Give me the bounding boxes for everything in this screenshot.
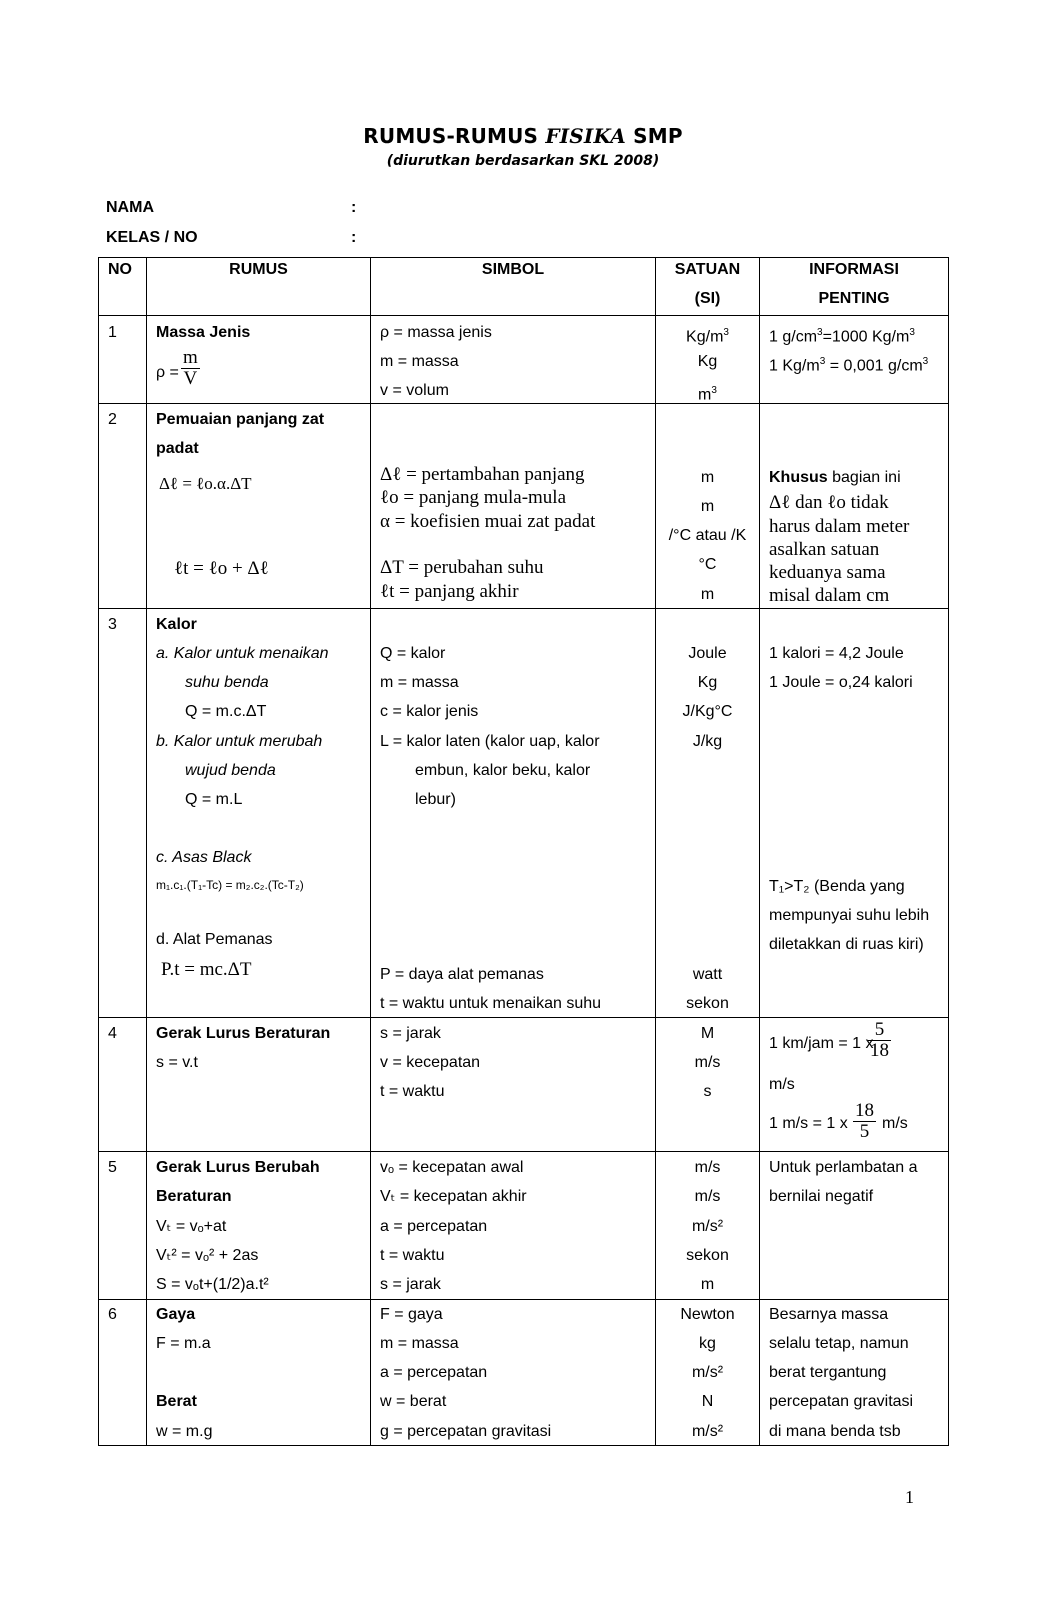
info-line: mempunyai suhu lebih (769, 907, 930, 924)
unit: m/s (694, 1159, 721, 1176)
unit: m/s (694, 1054, 721, 1071)
formula-title: Massa Jenis (156, 324, 251, 341)
info-line: 1 Joule = o,24 kalori (769, 674, 913, 691)
row-no: 4 (108, 1025, 117, 1042)
info-line: 1 $Kg/m^3 = 0,001$ $g/cm^3$ (769, 356, 929, 375)
symbol-line: m = massa (380, 353, 459, 370)
kelas-colon: : (351, 229, 357, 246)
subsection: c. Asas Black (156, 849, 252, 866)
info-line: misal dalam cm (769, 585, 890, 606)
symbol-line: ΔT = perubahan suhu (380, 557, 544, 578)
symbol-line: α = koefisien muai zat padat (380, 511, 596, 532)
unit: watt (692, 966, 723, 983)
rho-symbol: ρ = (156, 364, 179, 381)
density-fraction: $\frac{m}{V}$ (183, 347, 198, 389)
header-simbol: SIMBOL (481, 261, 545, 278)
unit: J/Kg°C (682, 703, 733, 720)
formula: w = m.g (156, 1423, 213, 1440)
subsection: a. Kalor untuk menaikan (156, 645, 329, 662)
symbol-line: lebur) (415, 791, 456, 808)
table-header (99, 258, 949, 316)
subsection: d. Alat Pemanas (156, 931, 273, 948)
unit: /°C atau /K (668, 527, 747, 544)
subsection: wujud benda (185, 762, 276, 779)
formula: ℓt = ℓo + Δℓ (174, 558, 269, 579)
header-penting: PENTING (818, 290, 890, 307)
symbol-line: ρ = massa jenis (380, 324, 492, 341)
info-line: diletakkan di ruas kiri) (769, 936, 924, 953)
nama-colon: : (351, 199, 357, 216)
row-no: 2 (108, 411, 117, 428)
symbol-line: ℓt = panjang akhir (380, 581, 519, 602)
unit: sekon (686, 995, 729, 1012)
symbol-line: g = percepatan gravitasi (380, 1423, 552, 1440)
formula: Vₜ² = vₒ² + 2as (156, 1247, 259, 1264)
table-row (99, 1152, 949, 1300)
info-line: di mana benda tsb (769, 1423, 901, 1440)
info-line: keduanya sama (769, 562, 886, 583)
formula-title: Beraturan (156, 1188, 232, 1205)
unit: Joule (688, 645, 727, 662)
info-line: harus dalam meter (769, 516, 910, 537)
unit: M (700, 1025, 715, 1042)
formula-title: padat (156, 440, 199, 457)
subsection: b. Kalor untuk merubah (156, 733, 323, 750)
formula-title: Pemuaian panjang zat (156, 411, 325, 428)
symbol-line: v = kecepatan (380, 1054, 481, 1071)
unit: J/kg (692, 733, 723, 750)
table-row (99, 404, 949, 609)
unit: m/s² (691, 1364, 724, 1381)
symbol-line: L = kalor laten (kalor uap, kalor (380, 733, 600, 750)
formula: S = vₒt+(1/2)a.t² (156, 1276, 269, 1293)
unit: N (701, 1393, 714, 1410)
unit: Kg (697, 353, 718, 370)
symbol-line: a = percepatan (380, 1364, 488, 1381)
formula-title: Berat (156, 1393, 197, 1410)
nama-label: NAMA (106, 199, 154, 216)
info-line: Untuk perlambatan a (769, 1159, 918, 1176)
kelas-label: KELAS / NO (106, 229, 198, 246)
info-line: berat tergantung (769, 1364, 887, 1381)
formula: s = v.t (156, 1054, 198, 1071)
symbol-line: s = jarak (380, 1025, 441, 1042)
page-title: RUMUS-RUMUS FISIKA SMP (363, 124, 683, 148)
unit: m/s² (691, 1423, 724, 1440)
table-row (99, 1300, 949, 1446)
symbol-line: t = waktu (380, 1247, 445, 1264)
formula-table (98, 257, 949, 1446)
info-line: Khusus bagian ini (769, 469, 901, 486)
conversion-fraction: $\frac{18}{5}$ (855, 1100, 874, 1142)
symbol-line: w = berat (380, 1393, 447, 1410)
symbol-line: t = waktu untuk menaikan suhu (380, 995, 602, 1012)
unit: m/s (694, 1188, 721, 1205)
symbol-line: m = massa (380, 1335, 459, 1352)
subsection: suhu benda (185, 674, 269, 691)
unit: $Kg/m^3$ (686, 327, 729, 346)
symbol-line: F = gaya (380, 1306, 443, 1323)
symbol-line: c = kalor jenis (380, 703, 479, 720)
info-line: Besarnya massa (769, 1306, 889, 1323)
header-informasi: INFORMASI (809, 261, 899, 278)
formula: Q = m.L (185, 791, 243, 808)
info-line: Δℓ dan ℓo tidak (769, 492, 889, 513)
conversion-fraction: $\frac{5}{18}$ (870, 1019, 889, 1061)
info-line: 1 $g/cm^3=1000$ $Kg/m^3$ (769, 327, 915, 346)
symbol-line: ℓo = panjang mula-mula (380, 487, 567, 508)
unit: Kg (697, 674, 718, 691)
info-line: T₁>T₂ (Benda yang (769, 878, 905, 895)
symbol-line: embun, kalor beku, kalor (415, 762, 591, 779)
info-line: percepatan gravitasi (769, 1393, 914, 1410)
info-line: asalkan satuan (769, 539, 880, 560)
header-satuan: SATUAN (674, 261, 741, 278)
unit: m (700, 586, 715, 603)
formula: Vₜ = vₒ+at (156, 1218, 227, 1235)
row-no: 3 (108, 616, 117, 633)
symbol-line: Δℓ = pertambahan panjang (380, 464, 585, 485)
symbol-line: v = volum (380, 382, 449, 399)
formula-title: Kalor (156, 616, 197, 633)
unit: m (700, 498, 715, 515)
unit: s (703, 1083, 712, 1100)
info-line: m/s (882, 1115, 908, 1132)
header-rumus: RUMUS (229, 261, 288, 278)
row-no: 5 (108, 1159, 117, 1176)
info-line: bernilai negatif (769, 1188, 874, 1205)
page-number: 1 (905, 1487, 914, 1507)
header-no: NO (108, 261, 132, 278)
table-row (99, 1018, 949, 1152)
unit: m/s² (691, 1218, 724, 1235)
info-line: 1 km/jam = 1 x (769, 1035, 874, 1052)
table-row (99, 316, 949, 404)
formula: m₁.c₁.(T₁-Tc) = m₂.c₂.(Tc-T₂) (156, 878, 304, 892)
unit: kg (699, 1335, 716, 1352)
unit: $m^3$ (698, 385, 717, 404)
formula-title: Gerak Lurus Beraturan (156, 1025, 331, 1042)
symbol-line: m = massa (380, 674, 459, 691)
formula: Q = m.c.ΔT (185, 703, 267, 720)
unit: °C (698, 556, 717, 573)
symbol-line: P = daya alat pemanas (380, 966, 544, 983)
info-line: 1 m/s = 1 x (769, 1115, 848, 1132)
info-line: m/s (769, 1076, 795, 1093)
table-row (99, 609, 949, 1018)
info-line: 1 kalori = 4,2 Joule (769, 645, 904, 662)
row-no: 1 (108, 324, 117, 341)
symbol-line: Q = kalor (380, 645, 446, 662)
formula: Δℓ = ℓo.α.ΔT (159, 474, 252, 493)
formula: F = m.a (156, 1335, 211, 1352)
symbol-line: t = waktu (380, 1083, 445, 1100)
page-subtitle: (diurutkan berdasarkan SKL 2008) (386, 153, 660, 169)
formula-title: Gerak Lurus Berubah (156, 1159, 320, 1176)
unit: m (700, 469, 715, 486)
unit: m (700, 1276, 715, 1293)
row-no: 6 (108, 1306, 117, 1323)
formula-title: Gaya (156, 1306, 196, 1323)
unit: sekon (686, 1247, 729, 1264)
info-line: selalu tetap, namun (769, 1335, 909, 1352)
formula: P.t = mc.ΔT (161, 959, 252, 980)
symbol-line: Vₜ = kecepatan akhir (380, 1188, 527, 1205)
symbol-line: s = jarak (380, 1276, 441, 1293)
unit: Newton (680, 1306, 735, 1323)
symbol-line: vₒ = kecepatan awal (380, 1159, 524, 1176)
symbol-line: a = percepatan (380, 1218, 488, 1235)
header-satuan-si: (SI) (694, 290, 721, 307)
